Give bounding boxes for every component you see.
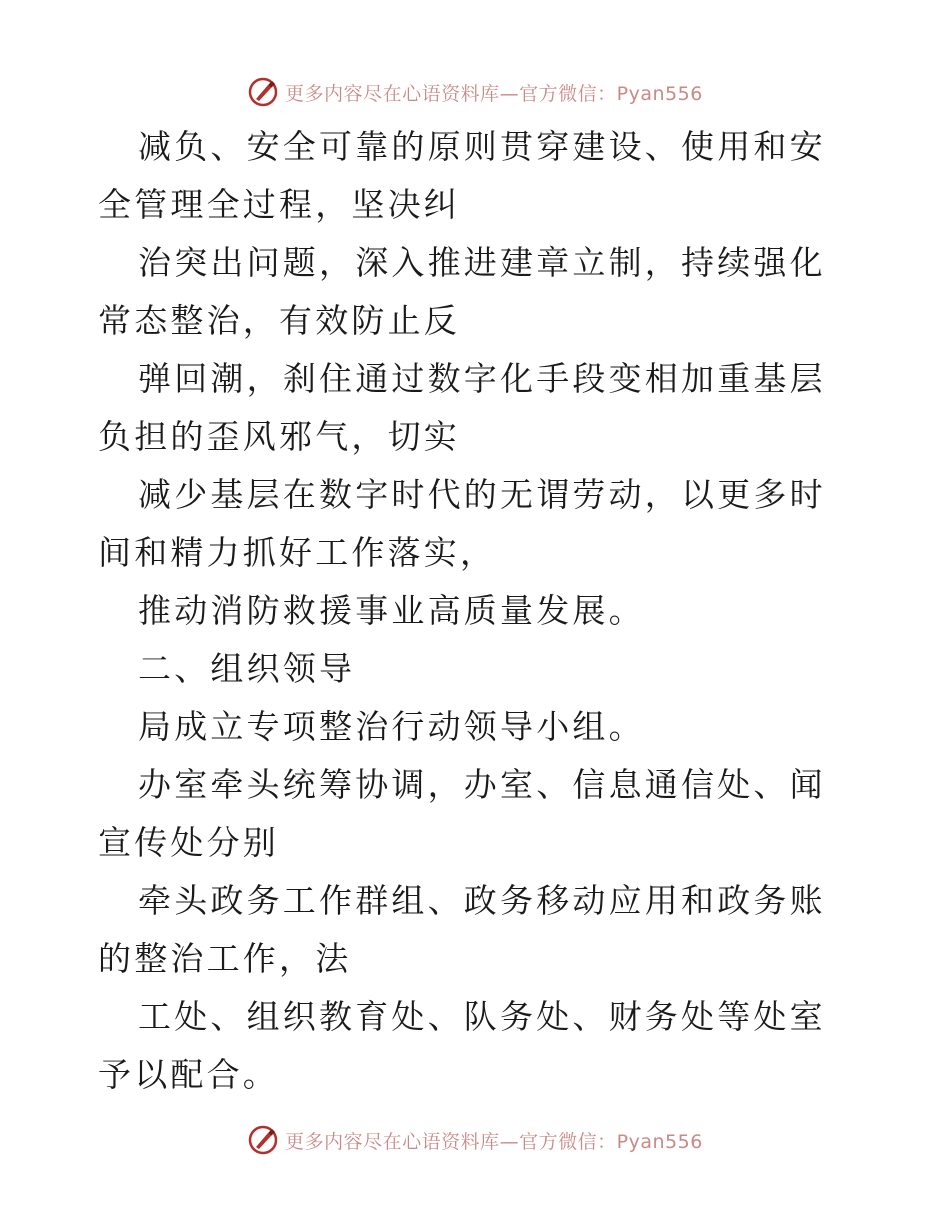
paragraph: 弹回潮，刹住通过数字化手段变相加重基层负担的歪风邪气，切实: [98, 359, 826, 456]
paragraph: 牵头政务工作群组、政务移动应用和政务账的整治工作，法: [98, 881, 826, 978]
pen-circle-logo-icon: [247, 1124, 279, 1156]
paragraph: 工处、组织教育处、队务处、财务处等处室予以配合。: [98, 997, 826, 1094]
paragraph: 局成立专项整治行动领导小组。: [138, 707, 645, 746]
footer-watermark: [0, 1120, 950, 1160]
paragraph: 治突出问题，深入推进建章立制，持续强化常态整治，有效防止反: [98, 243, 826, 340]
pen-circle-logo-icon: [247, 76, 279, 108]
watermark-text: 更多内容尽在心语资料库—官方微信：Pyan556: [285, 82, 703, 105]
paragraph: 推动消防救援事业高质量发展。: [138, 591, 645, 630]
document-body: [98, 118, 858, 1104]
paragraph: 减少基层在数字时代的无谓劳动，以更多时间和精力抓好工作落实，: [98, 475, 826, 572]
watermark-text: 更多内容尽在心语资料库—官方微信：Pyan556: [285, 1130, 703, 1153]
paragraph: 减负、安全可靠的原则贯穿建设、使用和安全管理全过程，坚决纠: [98, 127, 826, 224]
section-heading: 二、组织领导: [138, 649, 356, 688]
paragraph: 办室牵头统筹协调，办室、信息通信处、闻宣传处分别: [98, 765, 826, 862]
header-watermark: [0, 72, 950, 112]
